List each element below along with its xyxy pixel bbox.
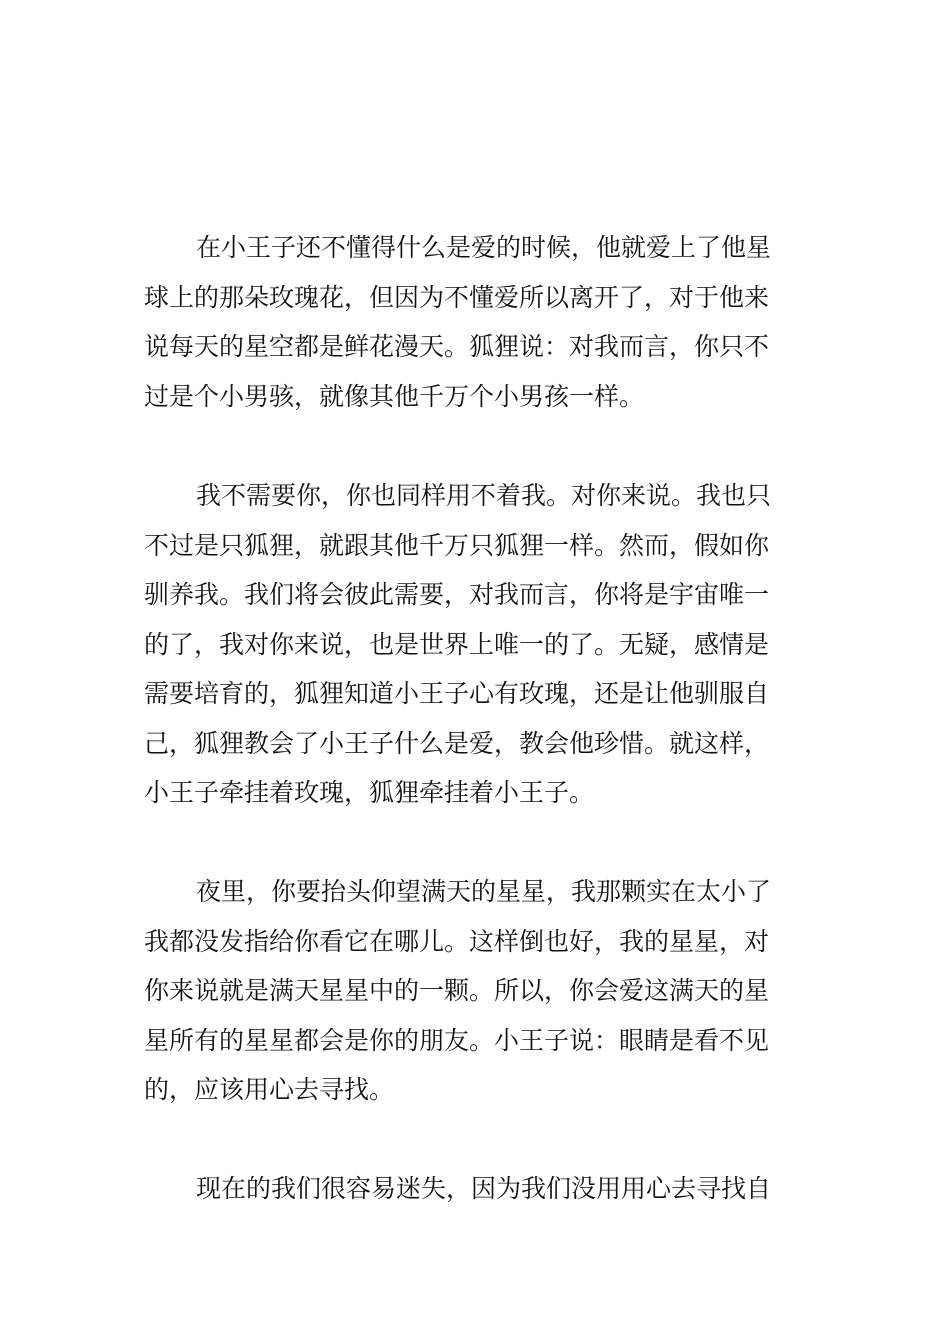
paragraph-line: 在小王子还不懂得什么是爱的时候，他就爱上了他星 (196, 233, 772, 262)
paragraph-line: 球上的那朵玫瑰花，但因为不懂爱所以离开了，对于他来 (144, 282, 770, 312)
paragraph-line: 星所有的星星都会是你的朋友。小王子说：眼睛是看不见 (144, 1025, 770, 1055)
paragraph-line: 说每天的星空都是鲜花漫天。狐狸说：对我而言，你只不 (144, 332, 770, 361)
paragraph-line: 你来说就是满天星星中的一颗。所以，你会爱这满天的星 (144, 976, 770, 1005)
paragraph-line: 的了，我对你来说，也是世界上唯一的了。无疑，感情是 (144, 629, 770, 659)
paragraph-line: 小王子牵挂着玫瑰，狐狸牵挂着小王子。 (144, 778, 595, 807)
paragraph-line: 现在的我们很容易迷失，因为我们没用用心去寻找自 (196, 1174, 772, 1203)
paragraph-1 (144, 223, 806, 421)
paragraph-line: 不过是只狐狸，就跟其他千万只狐狸一样。然而，假如你 (144, 530, 770, 560)
paragraph-line: 驯养我。我们将会彼此需要，对我而言，你将是宇宙唯一 (144, 580, 770, 609)
paragraph-line: 我都没发指给你看它在哪儿。这样倒也好，我的星星，对 (144, 926, 770, 956)
paragraph-3 (144, 867, 806, 1115)
paragraph-line: 夜里，你要抬头仰望满天的星星，我那颗实在太小了 (196, 877, 772, 906)
paragraph-line: 过是个小男骇，就像其他千万个小男孩一样。 (144, 381, 645, 411)
paragraph-4 (144, 1164, 806, 1214)
paragraph-line: 我不需要你，你也同样用不着我。对你来说。我也只 (196, 481, 772, 510)
paragraph-line: 的，应该用心去寻找。 (144, 1075, 395, 1104)
paragraph-line: 己，狐狸教会了小王子什么是爱，教会他珍惜。就这样， (144, 728, 770, 758)
paragraph-line: 需要培育的，狐狸知道小王子心有玫瑰，还是让他驯服自 (144, 679, 770, 708)
paragraph-2 (144, 471, 806, 818)
